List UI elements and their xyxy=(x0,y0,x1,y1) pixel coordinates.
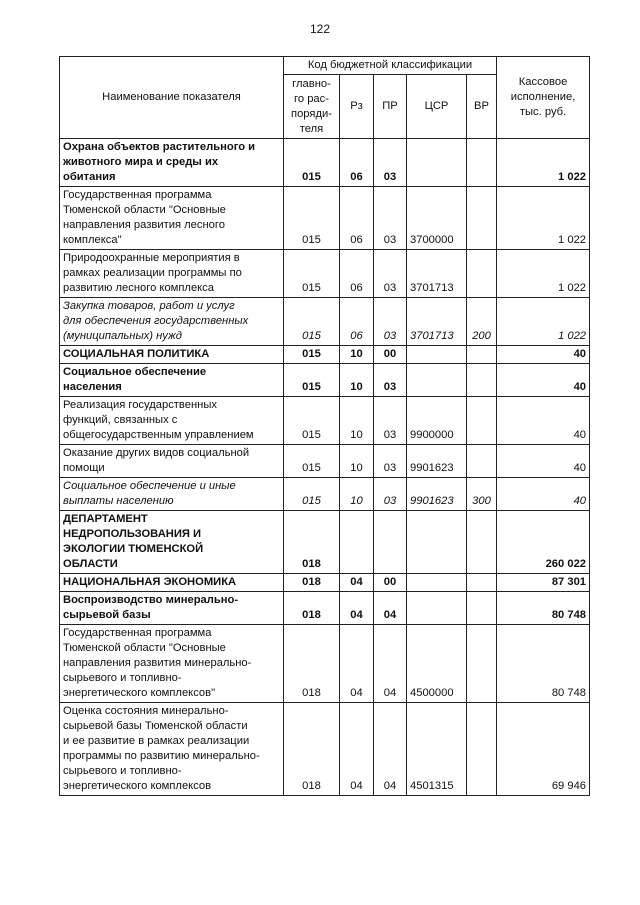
row-name-line: Природоохранные мероприятия в xyxy=(63,252,240,264)
row-name xyxy=(60,139,284,187)
page-number: 122 xyxy=(309,22,331,36)
row-name-line: Тюменской области "Основные xyxy=(63,204,226,216)
row-rz-code: 04 xyxy=(340,574,374,592)
row-name-line: Реализация государственных xyxy=(63,399,217,411)
row-vr-code xyxy=(467,187,497,250)
row-glav-code: 018 xyxy=(284,625,340,703)
row-name xyxy=(60,187,284,250)
table-row xyxy=(60,703,590,796)
row-amount: 69 946 xyxy=(497,703,590,796)
row-rz-code: 06 xyxy=(340,298,374,346)
row-name-line: ЭКОЛОГИИ ТЮМЕНСКОЙ xyxy=(63,543,204,555)
row-pr-code: 04 xyxy=(374,592,407,625)
row-glav-code: 015 xyxy=(284,298,340,346)
row-name-line: помощи xyxy=(63,462,105,474)
row-name-line: программы по развитию минерально- xyxy=(63,750,260,762)
row-name-line: Государственная программа xyxy=(63,189,212,201)
row-vr-code xyxy=(467,250,497,298)
row-csr-code: 9900000 xyxy=(407,397,467,445)
row-pr-code: 03 xyxy=(374,445,407,478)
row-name-line: Закупка товаров, работ и услуг xyxy=(63,300,235,312)
table-row xyxy=(60,250,590,298)
row-pr-code: 03 xyxy=(374,187,407,250)
row-rz-code: 06 xyxy=(340,187,374,250)
header-name: Наименование показателя xyxy=(60,57,284,139)
row-rz-code: 10 xyxy=(340,445,374,478)
row-csr-code xyxy=(407,592,467,625)
row-name-line: направления развития лесного xyxy=(63,219,225,231)
row-vr-code xyxy=(467,364,497,397)
row-name-line: рамках реализации программы по xyxy=(63,267,242,279)
row-pr-code: 00 xyxy=(374,346,407,364)
row-rz-code: 10 xyxy=(340,364,374,397)
row-name xyxy=(60,592,284,625)
row-vr-code: 300 xyxy=(467,478,497,511)
row-rz-code xyxy=(340,511,374,574)
row-amount: 80 748 xyxy=(497,625,590,703)
row-name-line: Государственная программа xyxy=(63,627,212,639)
row-name-line: Оценка состояния минерально- xyxy=(63,705,229,717)
row-amount: 1 022 xyxy=(497,187,590,250)
row-glav-code: 015 xyxy=(284,187,340,250)
row-amount: 1 022 xyxy=(497,298,590,346)
row-name-line: энергетического комплексов xyxy=(63,780,212,792)
row-name-line: комплекса" xyxy=(63,234,122,246)
row-name xyxy=(60,364,284,397)
table-row xyxy=(60,592,590,625)
row-name xyxy=(60,478,284,511)
row-vr-code xyxy=(467,511,497,574)
row-pr-code xyxy=(374,511,407,574)
row-name-line: ОБЛАСТИ xyxy=(63,558,118,570)
row-name xyxy=(60,574,284,592)
header-amount-line: исполнение, xyxy=(510,91,576,103)
table-row xyxy=(60,139,590,187)
row-rz-code: 04 xyxy=(340,592,374,625)
row-name xyxy=(60,625,284,703)
row-csr-code xyxy=(407,139,467,187)
row-pr-code: 03 xyxy=(374,478,407,511)
row-name-line: выплаты населению xyxy=(63,495,174,507)
row-amount: 40 xyxy=(497,346,590,364)
header-glav-line: главно- xyxy=(292,77,331,90)
row-vr-code: 200 xyxy=(467,298,497,346)
row-csr-code: 3700000 xyxy=(407,187,467,250)
row-csr-code: 3701713 xyxy=(407,250,467,298)
row-name xyxy=(60,511,284,574)
header-csr: ЦСР xyxy=(407,75,467,139)
row-glav-code: 015 xyxy=(284,139,340,187)
row-name-line: развитию лесного комплекса xyxy=(63,282,214,294)
header-budget-classification: Код бюджетной классификации xyxy=(284,57,497,75)
row-name-line: НАЦИОНАЛЬНАЯ ЭКОНОМИКА xyxy=(63,576,237,588)
row-rz-code: 06 xyxy=(340,250,374,298)
row-glav-code: 015 xyxy=(284,364,340,397)
row-rz-code: 10 xyxy=(340,346,374,364)
row-vr-code xyxy=(467,625,497,703)
row-name xyxy=(60,703,284,796)
row-name xyxy=(60,298,284,346)
row-csr-code: 9901623 xyxy=(407,445,467,478)
row-csr-code xyxy=(407,346,467,364)
row-amount: 1 022 xyxy=(497,139,590,187)
header-glav-line: теля xyxy=(299,122,324,135)
row-vr-code xyxy=(467,574,497,592)
row-amount: 260 022 xyxy=(497,511,590,574)
row-glav-code: 018 xyxy=(284,703,340,796)
row-name-line: (муниципальных) нужд xyxy=(63,330,182,342)
table-row xyxy=(60,364,590,397)
row-vr-code xyxy=(467,445,497,478)
row-rz-code: 06 xyxy=(340,139,374,187)
row-name-line: Охрана объектов растительного и xyxy=(63,141,256,153)
table-row xyxy=(60,478,590,511)
row-name-line: энергетического комплексов" xyxy=(63,687,216,699)
table-row xyxy=(60,445,590,478)
header-glav-line: поряди- xyxy=(291,107,332,120)
row-name-line: сырьевого и топливно- xyxy=(63,672,182,684)
row-rz-code: 10 xyxy=(340,397,374,445)
row-vr-code xyxy=(467,346,497,364)
row-vr-code xyxy=(467,703,497,796)
header-glav xyxy=(284,75,340,139)
row-pr-code: 04 xyxy=(374,625,407,703)
row-csr-code: 3701713 xyxy=(407,298,467,346)
table-row xyxy=(60,187,590,250)
row-rz-code: 04 xyxy=(340,703,374,796)
row-name-line: обитания xyxy=(63,171,116,183)
row-glav-code: 015 xyxy=(284,346,340,364)
row-pr-code: 00 xyxy=(374,574,407,592)
row-rz-code: 10 xyxy=(340,478,374,511)
table-row xyxy=(60,298,590,346)
row-amount: 1 022 xyxy=(497,250,590,298)
header-amount xyxy=(497,57,590,139)
row-csr-code xyxy=(407,574,467,592)
row-rz-code: 04 xyxy=(340,625,374,703)
row-name-line: населения xyxy=(63,381,122,393)
row-amount: 40 xyxy=(497,397,590,445)
row-csr-code: 9901623 xyxy=(407,478,467,511)
row-pr-code: 03 xyxy=(374,298,407,346)
row-glav-code: 015 xyxy=(284,397,340,445)
header-amount-line: тыс. руб. xyxy=(519,106,567,118)
row-amount: 87 301 xyxy=(497,574,590,592)
table-row xyxy=(60,574,590,592)
table-row xyxy=(60,625,590,703)
row-glav-code: 018 xyxy=(284,511,340,574)
row-name-line: и ее развитие в рамках реализации xyxy=(63,735,250,747)
row-name-line: животного мира и среды их xyxy=(63,156,219,168)
row-csr-code: 4500000 xyxy=(407,625,467,703)
header-rz: Рз xyxy=(340,75,374,139)
row-amount: 40 xyxy=(497,364,590,397)
row-name-line: Воспроизводство минерально- xyxy=(63,594,239,606)
row-name-line: НЕДРОПОЛЬЗОВАНИЯ И xyxy=(63,528,202,540)
row-name-line: общегосударственным управлением xyxy=(63,429,254,441)
header-amount-line: Кассовое xyxy=(518,76,568,88)
header-pr: ПР xyxy=(374,75,407,139)
table-row xyxy=(60,397,590,445)
row-name xyxy=(60,250,284,298)
row-name-line: сырьевого и топливно- xyxy=(63,765,182,777)
row-name-line: СОЦИАЛЬНАЯ ПОЛИТИКА xyxy=(63,348,210,360)
table-row xyxy=(60,511,590,574)
row-pr-code: 04 xyxy=(374,703,407,796)
row-pr-code: 03 xyxy=(374,139,407,187)
row-glav-code: 015 xyxy=(284,250,340,298)
row-glav-code: 018 xyxy=(284,574,340,592)
row-csr-code xyxy=(407,511,467,574)
budget-table xyxy=(59,56,590,796)
row-vr-code xyxy=(467,139,497,187)
row-name-line: сырьевой базы xyxy=(63,609,151,621)
header-glav-line: го рас- xyxy=(294,92,329,105)
row-name-line: Тюменской области "Основные xyxy=(63,642,226,654)
row-csr-code xyxy=(407,364,467,397)
row-name-line: для обеспечения государственных xyxy=(63,315,249,327)
row-amount: 40 xyxy=(497,478,590,511)
row-csr-code: 4501315 xyxy=(407,703,467,796)
row-name xyxy=(60,445,284,478)
row-name-line: Социальное обеспечение xyxy=(63,366,207,378)
row-vr-code xyxy=(467,592,497,625)
row-amount: 40 xyxy=(497,445,590,478)
row-pr-code: 03 xyxy=(374,397,407,445)
row-name-line: Оказание других видов социальной xyxy=(63,447,250,459)
row-name-line: функций, связанных с xyxy=(63,414,178,426)
row-name xyxy=(60,346,284,364)
row-glav-code: 018 xyxy=(284,592,340,625)
row-name-line: сырьевой базы Тюменской области xyxy=(63,720,248,732)
row-glav-code: 015 xyxy=(284,445,340,478)
row-pr-code: 03 xyxy=(374,364,407,397)
table-body xyxy=(60,139,590,796)
row-name-line: Социальное обеспечение и иные xyxy=(63,480,236,492)
row-glav-code: 015 xyxy=(284,478,340,511)
header-vr: ВР xyxy=(467,75,497,139)
row-name xyxy=(60,397,284,445)
row-pr-code: 03 xyxy=(374,250,407,298)
row-amount: 80 748 xyxy=(497,592,590,625)
row-name-line: направления развития минерально- xyxy=(63,657,252,669)
row-name-line: ДЕПАРТАМЕНТ xyxy=(63,513,148,525)
table-row xyxy=(60,346,590,364)
row-vr-code xyxy=(467,397,497,445)
